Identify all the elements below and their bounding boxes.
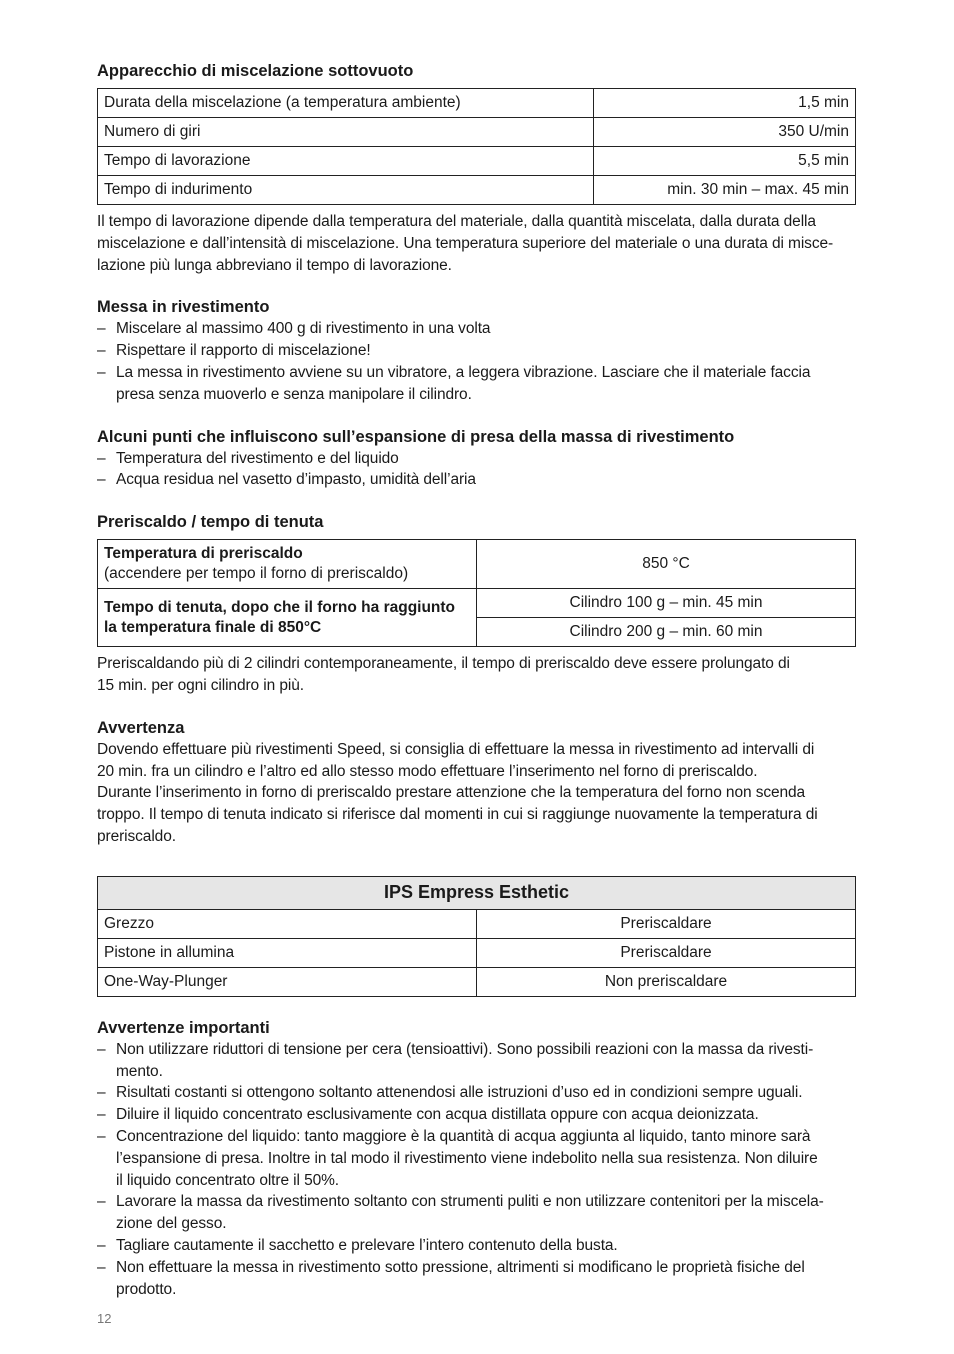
dash-bullet: – [97, 1127, 106, 1145]
heading-mixing-device: Apparecchio di miscelazione sottovuoto [97, 62, 414, 80]
preheating-table [97, 539, 856, 647]
dash-bullet: – [97, 1106, 106, 1124]
paragraph-line: Preriscaldando più di 2 cilindri contemporaneamente, il tempo di preriscaldo deve essere prolungato di [97, 655, 790, 673]
paragraph-line: 20 min. fra un cilindro e l’altro ed allo stesso modo effettuare l’inserimento nel forno di preriscaldo. [97, 762, 758, 780]
table-header-row [98, 876, 856, 909]
ips-item-value: Preriscaldare [477, 909, 856, 938]
ips-item-label: Grezzo [98, 909, 477, 938]
table-row [98, 967, 856, 996]
list-item: – Tagliare cautamente il sacchetto e prelevare l’intero contenuto della busta. [97, 1235, 856, 1257]
hold-time-label: Tempo di tenuta, dopo che il forno ha raggiunto [104, 598, 456, 616]
mixing-spec-table [97, 88, 856, 205]
spec-label: Numero di giri [98, 118, 594, 147]
spec-value: 1,5 min [594, 89, 856, 118]
hold-time-100g: Cilindro 100 g – min. 45 min [477, 589, 856, 618]
hold-time-label-2: la temperatura finale di 850°C [104, 618, 322, 636]
ips-item-label: Pistone in allumina [98, 938, 477, 967]
ips-item-label: One-Way-Plunger [98, 967, 477, 996]
paragraph-line: 15 min. per ogni cilindro in più. [97, 676, 304, 694]
spec-value: min. 30 min – max. 45 min [594, 176, 856, 205]
ips-item-value: Preriscaldare [477, 938, 856, 967]
spec-value: 5,5 min [594, 147, 856, 176]
dash-bullet: – [97, 1236, 106, 1254]
list-item: – Non utilizzare riduttori di tensione per cera (tensioattivi). Sono possibili reazioni con la massa da rivesti- mento. [97, 1040, 814, 1080]
dash-bullet: – [97, 1193, 106, 1211]
paragraph-line: preriscaldo. [97, 827, 176, 845]
list-item: – Risultati costanti si ottengono soltanto attenendosi alle istruzioni d’uso ed in condizioni sempre uguali. [97, 1082, 856, 1104]
table-row [98, 938, 856, 967]
preheat-paragraph [97, 653, 856, 697]
heading-preheating: Preriscaldo / tempo di tenuta [97, 513, 324, 532]
paragraph-line: troppo. Il tempo di tenuta indicato si riferisce dal momenti in cui si raggiunge nuovamente la temperatura di [97, 806, 818, 824]
paragraph-line: lazione più lunga abbreviano il tempo di lavorazione. [97, 256, 452, 274]
paragraph-line: miscelazione e dall’intensità di miscelazione. Una temperatura superiore del materiale o una durata di misce- [97, 234, 834, 252]
paragraph-line: Dovendo effettuare più rivestimenti Speed, si consiglia di effettuare la messa in rivestimento ad intervalli di [97, 740, 815, 758]
list-item: – Diluire il liquido concentrato esclusivamente con acqua distillata oppure con acqua deionizzata. [97, 1104, 856, 1126]
preheat-temp-value: 850 °C [477, 540, 856, 589]
ips-empress-table [97, 876, 856, 997]
important-warnings-list [97, 1039, 856, 1301]
document-page [97, 60, 856, 1300]
table-row [98, 176, 856, 205]
list-item: – Non effettuare la messa in rivestimento sotto pressione, altrimenti si modificano le proprietà fisiche del prodotto. [97, 1258, 805, 1298]
spec-label: Tempo di lavorazione [98, 147, 594, 176]
dash-bullet: – [97, 449, 106, 467]
warning-paragraph [97, 739, 856, 848]
mixing-paragraph [97, 211, 856, 276]
table-row [98, 89, 856, 118]
paragraph-line: Il tempo di lavorazione dipende dalla temperatura del materiale, dalla quantità miscelata, dalla durata della [97, 213, 816, 230]
list-item: – Temperatura del rivestimento e del liquido [97, 448, 856, 470]
preheat-temp-sub: (accendere per tempo il forno di preriscaldo) [104, 565, 409, 583]
dash-bullet: – [97, 1040, 106, 1058]
investing-list [97, 318, 856, 405]
list-item: – Concentrazione del liquido: tanto maggiore è la quantità di acqua aggiunta al liquido, tanto minore sarà l’espansione di presa. Inoltre in tal modo il rivestimento viene indebolito nella sua resistenza. Non diluire il liquido concentrato oltre il 50%. [97, 1127, 818, 1189]
spec-value: 350 U/min [594, 118, 856, 147]
list-item: – Miscelare al massimo 400 g di rivestimento in una volta [97, 318, 856, 340]
hold-time-label-cell [98, 589, 477, 647]
list-item: – Rispettare il rapporto di miscelazione! [97, 340, 856, 362]
spec-label: Durata della miscelazione (a temperatura ambiente) [98, 89, 594, 118]
table-row [98, 909, 856, 938]
list-item: – La messa in rivestimento avviene su un vibratore, a leggera vibrazione. Lasciare che il materiale faccia presa senza muoverlo e senza manipolare il cilindro. [97, 363, 811, 403]
preheat-label-cell [98, 540, 477, 589]
hold-time-200g: Cilindro 200 g – min. 60 min [477, 618, 856, 647]
dash-bullet: – [97, 471, 106, 489]
heading-warning: Avvertenza [97, 718, 185, 737]
heading-expansion-factors: Alcuni punti che influiscono sull’espansione di presa della massa di rivestimento [97, 427, 735, 446]
page-number: 12 [97, 1311, 112, 1326]
preheat-temp-label: Temperatura di preriscaldo [104, 545, 303, 563]
table-row [98, 147, 856, 176]
ips-table-title: IPS Empress Esthetic [98, 876, 856, 909]
heading-investing: Messa in rivestimento [97, 298, 270, 317]
list-item: – Lavorare la massa da rivestimento soltanto con strumenti puliti e non utilizzare contenitori per la miscela- zione del gesso. [97, 1193, 824, 1233]
dash-bullet: – [97, 1258, 106, 1276]
dash-bullet: – [97, 363, 106, 381]
dash-bullet: – [97, 1084, 106, 1102]
expansion-list [97, 448, 856, 492]
dash-bullet: – [97, 342, 106, 360]
table-row [98, 118, 856, 147]
spec-label: Tempo di indurimento [98, 176, 594, 205]
list-item: – Acqua residua nel vasetto d’impasto, umidità dell’aria [97, 469, 856, 491]
paragraph-line: Durante l’inserimento in forno di preriscaldo prestare attenzione che la temperatura del forno non scenda [97, 784, 806, 802]
dash-bullet: – [97, 320, 106, 338]
heading-important-warnings: Avvertenze importanti [97, 1018, 270, 1037]
ips-item-value: Non preriscaldare [477, 967, 856, 996]
table-row [98, 540, 856, 589]
table-row [98, 589, 856, 618]
